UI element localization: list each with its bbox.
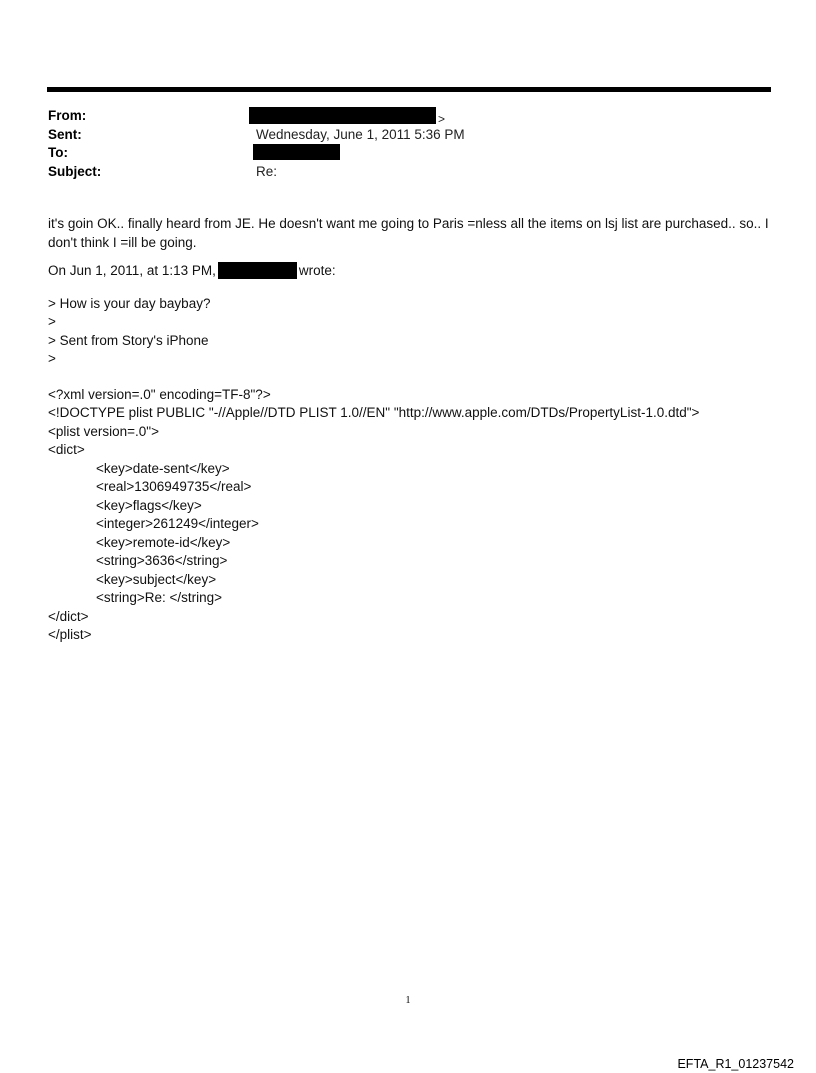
plist-line: <?xml version=.0" encoding=TF-8"?> bbox=[48, 386, 271, 402]
email-header bbox=[48, 107, 768, 181]
quoted-line: > How is your day baybay? bbox=[48, 295, 211, 311]
subject-label: Subject: bbox=[48, 163, 102, 179]
from-row bbox=[48, 107, 768, 126]
sent-value: Wednesday, June 1, 2011 5:36 PM bbox=[256, 126, 465, 142]
plist-entry: <key>remote-id</key> bbox=[96, 534, 231, 550]
email-body bbox=[48, 215, 773, 645]
plist-entry: <key>flags</key> bbox=[96, 497, 202, 513]
subject-row bbox=[48, 163, 768, 182]
redaction-box bbox=[253, 144, 340, 160]
quote-intro-prefix: On Jun 1, 2011, at 1:13 PM, bbox=[48, 263, 216, 278]
from-suffix: > bbox=[438, 112, 446, 126]
plist-entry: <string>Re: </string> bbox=[96, 590, 223, 605]
reply-line: it's goin OK.. finally heard from JE. He doesn't want me going to Paris =nless all the items on lsj list are purchased.. so.. I bbox=[48, 216, 769, 231]
redaction-box bbox=[249, 107, 436, 124]
header-divider bbox=[47, 87, 771, 92]
plist-line: </plist> bbox=[48, 627, 92, 642]
plist-line: <plist version=.0"> bbox=[48, 423, 159, 439]
quote-intro bbox=[48, 262, 773, 281]
plist-entry: <key>date-sent</key> bbox=[96, 460, 230, 476]
page-number: 1 bbox=[405, 995, 411, 1006]
redaction-box bbox=[218, 262, 297, 279]
plist-line: </dict> bbox=[48, 608, 89, 624]
plist-entry: <key>subject</key> bbox=[96, 571, 217, 587]
plist-line: <!DOCTYPE plist PUBLIC "-//Apple//DTD PLIST 1.0//EN" "http://www.apple.com/DTDs/PropertyList-1.0.dtd"> bbox=[48, 405, 700, 420]
sent-label: Sent: bbox=[48, 126, 82, 142]
quoted-line: > bbox=[48, 351, 56, 366]
quoted-line: > bbox=[48, 314, 56, 329]
to-label: To: bbox=[48, 145, 68, 160]
plist-entry: <integer>261249</integer> bbox=[96, 516, 259, 531]
document-id: EFTA_R1_01237542 bbox=[677, 1057, 794, 1071]
to-row bbox=[48, 144, 768, 163]
quoted-line: > Sent from Story's iPhone bbox=[48, 332, 209, 348]
reply-line: don't think I =ill be going. bbox=[48, 234, 197, 250]
subject-value: Re: bbox=[256, 163, 278, 179]
plist-entry: <real>1306949735</real> bbox=[96, 479, 252, 494]
plist-line: <dict> bbox=[48, 442, 85, 457]
plist-entry: <string>3636</string> bbox=[96, 553, 228, 568]
sent-row bbox=[48, 126, 768, 145]
quote-intro-suffix: wrote: bbox=[298, 263, 336, 278]
from-label: From: bbox=[48, 108, 87, 123]
